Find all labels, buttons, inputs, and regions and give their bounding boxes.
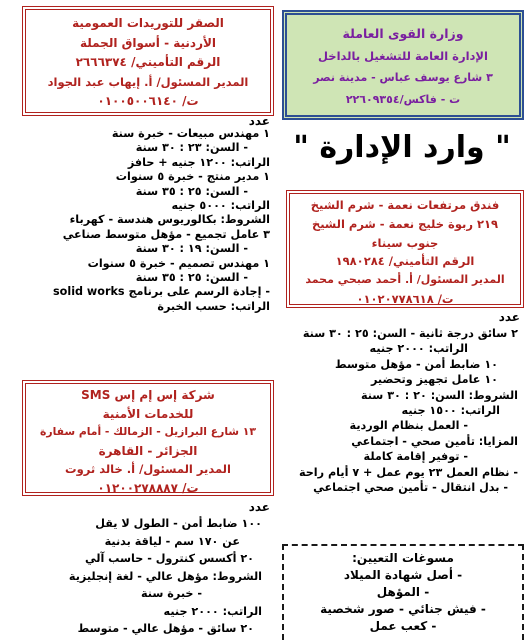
company-name: شركة إس إم إس SMS bbox=[81, 388, 215, 402]
ministry-name: وزارة القوى العاملة bbox=[342, 26, 464, 41]
list-item: - السن: ٢٣ : ٣٠ سنة bbox=[135, 141, 248, 155]
job-list-hotel bbox=[299, 326, 518, 495]
ministry-department: الإدارة العامة للتشغيل بالداخل bbox=[318, 49, 488, 63]
list-item: - المؤهل bbox=[376, 585, 430, 599]
list-item: ١٠ ضابط أمن - مؤهل متوسط bbox=[335, 357, 498, 371]
company-address: الأردنية - أسواق الجملة bbox=[79, 35, 217, 50]
list-item: - نظام العمل ٢٣ يوم عمل + ٧ أيام راحة bbox=[298, 465, 518, 479]
company-name: الصقر للتوريدات العمومية bbox=[72, 16, 224, 30]
company-activity: للخدمات الأمنية bbox=[102, 406, 194, 421]
company-phone: ت/ ٠١٢٠٠٢٧٨٨٨٧ bbox=[97, 480, 199, 495]
list-item: الشروط: مؤهل عالي - لغة إنجليزية bbox=[68, 569, 262, 583]
list-item: المزايا: تأمين صحي - اجتماعي bbox=[351, 434, 518, 448]
list-item: عن ١٧٠ سم - لياقة بدنية bbox=[104, 534, 240, 548]
list-item: - أصل شهادة الميلاد bbox=[343, 568, 463, 582]
list-item: - العمل بنظام الوردية bbox=[349, 419, 468, 433]
ministry-address: ٣ شارع يوسف عباس - مدينة نصر bbox=[313, 71, 493, 84]
list-item: - توفير إقامة كاملة bbox=[363, 450, 468, 464]
company-region: جنوب سيناء bbox=[371, 235, 439, 250]
company-address: ١٣ شارع البرازيل - الزمالك - أمام سفارة bbox=[40, 425, 256, 438]
list-item: ١ مدير منتج - خبرة ٥ سنوات bbox=[115, 170, 270, 184]
job-list-alsaqr bbox=[53, 127, 270, 314]
company-name: فندق مرتفعات نعمة - شرم الشيخ bbox=[310, 198, 500, 212]
company-phone: ت/ ٠١٠٢٠٧٧٨٦١٨ bbox=[356, 291, 454, 306]
list-item: - فيش جنائي - صور شخصية bbox=[320, 602, 486, 616]
count-label: عدد bbox=[498, 310, 520, 324]
list-item: الراتب: حسب الخبرة bbox=[157, 299, 270, 313]
count-label: عدد bbox=[248, 500, 270, 514]
list-item: ٢ سائق درجة ثانية - السن: ٢٥ : ٣٠ سنة bbox=[302, 327, 518, 340]
company-box-hotel bbox=[286, 190, 524, 308]
ministry-phone: ت - فاكس/٢٢٦٠٩٣٥٤ bbox=[345, 93, 461, 106]
list-item: - بدل انتقال - تأمين صحي اجتماعي bbox=[313, 481, 508, 495]
list-item: ١ مهندس تصميم - خبرة ٥ سنوات bbox=[87, 256, 270, 270]
list-item: الراتب: ٢٠٠٠ جنيه bbox=[369, 342, 468, 356]
list-item: الشروط: السن: ٢٠ : ٣٠ سنة bbox=[360, 388, 518, 402]
list-item: - السن: ١٩ : ٣٠ سنة bbox=[135, 242, 248, 256]
company-manager: المدير المسئول/ أ. خالد ثروت bbox=[65, 462, 231, 476]
list-item: ٢٠ أكسس كنترول - حاسب آلي bbox=[84, 552, 254, 565]
list-item: - السن: ٢٥ : ٣٥ سنة bbox=[135, 271, 248, 285]
list-item: - خبرة سنة bbox=[141, 587, 202, 600]
list-item: الراتب: ١٥٠٠ جنيه bbox=[401, 404, 500, 418]
company-manager: المدير المسئول/ أ. إيهاب عبد الجواد bbox=[47, 74, 249, 89]
documents-box bbox=[282, 544, 524, 640]
list-item: ١ مهندس مبيعات - خبرة سنة bbox=[111, 127, 270, 140]
list-item: - كعب عمل bbox=[369, 619, 437, 633]
list-item: الشروط: بكالوريوس هندسة - كهرباء bbox=[69, 213, 270, 227]
job-list-sms bbox=[69, 515, 262, 638]
list-item: - السن: ٢٥ : ٣٥ سنة bbox=[135, 184, 248, 198]
list-item: - إجادة الرسم على برنامج solid works bbox=[53, 285, 270, 299]
list-item: الراتب: ٢٠٠٠ جنيه bbox=[163, 604, 262, 618]
list-item: ١٠٠ ضابط أمن - الطول لا يقل bbox=[95, 517, 262, 530]
ministry-box bbox=[282, 10, 524, 120]
list-item: ١٠ عامل تجهيز وتحضير bbox=[370, 373, 498, 387]
company-phone: ت/ ٠١٠٠٥٠٠٦١٤٠ bbox=[97, 94, 199, 108]
list-item: ٢٠ سائق - مؤهل عالي - متوسط bbox=[77, 622, 254, 635]
company-manager: المدير المسئول/ أ. أحمد صبحي محمد bbox=[305, 273, 505, 287]
company-box-sms bbox=[22, 380, 274, 496]
documents-title: مسوغات التعيين: bbox=[352, 551, 454, 565]
list-item: الراتب: ١٢٠٠ جنيه + حافز bbox=[127, 155, 270, 169]
count-label: عدد bbox=[248, 114, 270, 128]
company-insurance-number: الرقم التأميني/ ٢٦٦٦٣٧٤ bbox=[75, 55, 221, 69]
company-box-alsaqr bbox=[22, 6, 274, 116]
company-insurance-number: الرقم التأميني/ ١٩٨٠٢٨٤ bbox=[335, 254, 475, 269]
list-item: ٣ عامل تجميع - مؤهل متوسط صناعي bbox=[62, 227, 270, 241]
company-city: الجزائر - القاهرة bbox=[98, 443, 198, 458]
list-item: الراتب: ٥٠٠٠ جنيه bbox=[171, 199, 270, 213]
company-address: ٢١٩ ربوة خليج نعمة - شرم الشيخ bbox=[311, 216, 499, 231]
page-title: " وارد الإدارة " bbox=[293, 130, 511, 165]
